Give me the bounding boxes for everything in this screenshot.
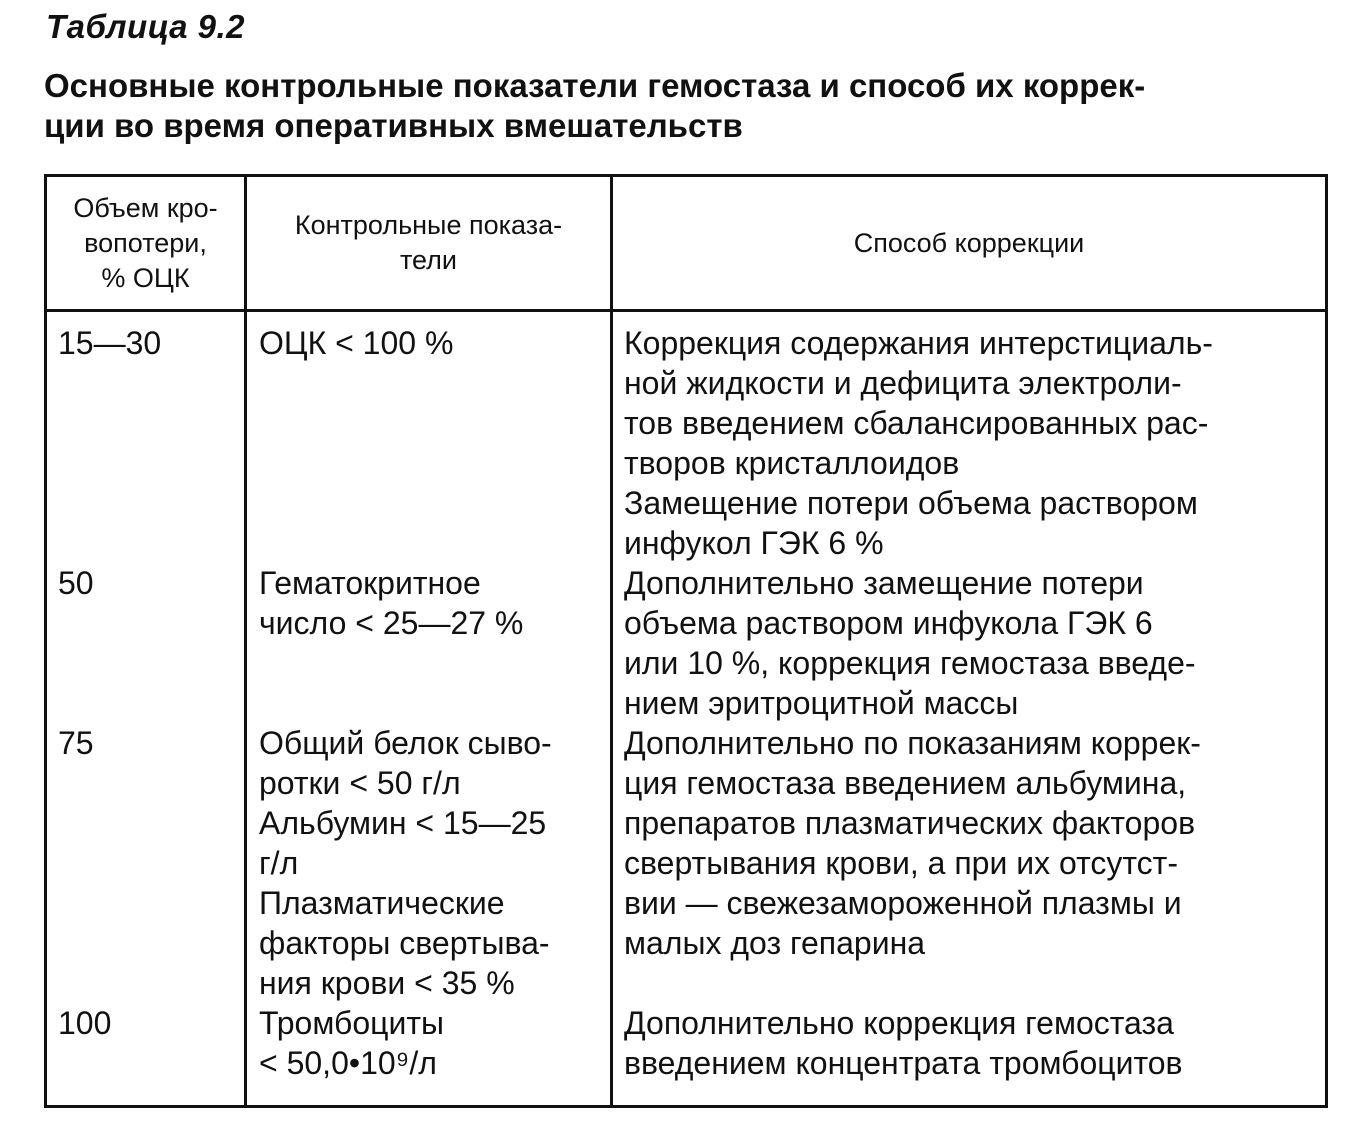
header-text-line: вопотери, [84, 227, 207, 258]
header-text-line: тели [399, 245, 457, 275]
cell-text-line: свертывания крови, а при их отсутст- [624, 845, 1178, 881]
cell-text-line: 50 [58, 565, 94, 601]
cell-text-line: Плазматические [259, 885, 505, 921]
column-divider [244, 177, 247, 1105]
row-3-correction [624, 723, 1201, 963]
header-divider [47, 309, 1325, 312]
header-text-line: Контрольные показа- [294, 210, 563, 240]
cell-text-line: < 50,0•10⁹/л [259, 1045, 437, 1081]
table-number: Таблица 9.2 [46, 8, 245, 45]
cell-text-line: Тромбоциты [259, 1005, 444, 1041]
cell-text-line: число < 25—27 % [259, 605, 524, 641]
cell-text-line: Дополнительно по показаниям коррек- [624, 725, 1201, 761]
row-1-blood-loss [58, 323, 161, 363]
header-text-line: % ОЦК [101, 262, 190, 293]
cell-text-line: Дополнительно коррекция гемостаза [624, 1005, 1174, 1041]
cell-text-line: тов введением сбалансированных рас- [624, 405, 1209, 441]
row-3-indicators [259, 723, 552, 1003]
table-title-line: Основные контрольные показатели гемостаза и способ их коррек- [44, 67, 1146, 104]
table-title-line: ции во время оперативных вмешательств [44, 107, 743, 144]
cell-text-line: факторы свертыва- [259, 925, 550, 961]
hemostasis-table [44, 174, 1328, 1108]
header-text-line: Объем кро- [73, 192, 218, 223]
cell-text-line: Альбумин < 15—25 [259, 805, 547, 841]
cell-text-line: малых доз гепарина [624, 925, 926, 961]
cell-text-line: инфукол ГЭК 6 % [624, 525, 884, 561]
cell-text-line: творов кристаллоидов [624, 445, 960, 481]
row-2-correction [624, 563, 1196, 723]
header-indicators [247, 177, 610, 309]
cell-text-line: Общий белок сыво- [259, 725, 552, 761]
row-4-indicators [259, 1003, 444, 1083]
cell-text-line: Замещение потери объема раствором [624, 485, 1198, 521]
cell-text-line: или 10 %, коррекция гемостаза введе- [624, 645, 1196, 681]
cell-text-line: препаратов плазматических факторов [624, 805, 1196, 841]
table-title [44, 66, 1334, 146]
header-text-line: Способ коррекции [853, 227, 1085, 258]
header-blood-loss [47, 177, 244, 309]
row-1-indicators [259, 323, 453, 363]
row-4-correction [624, 1003, 1183, 1083]
cell-text-line: г/л [259, 845, 299, 881]
cell-text-line: Коррекция содержания интерстициаль- [624, 325, 1213, 361]
row-2-indicators [259, 563, 523, 643]
cell-text-line: 100 [58, 1005, 112, 1041]
column-divider [610, 177, 613, 1105]
cell-text-line: ция гемостаза введением альбумина, [624, 765, 1187, 801]
row-3-blood-loss [58, 723, 94, 763]
cell-text-line: вии — свежезамороженной плазмы и [624, 885, 1182, 921]
row-1-correction [624, 323, 1213, 563]
row-2-blood-loss [58, 563, 94, 603]
cell-text-line: нием эритроцитной массы [624, 685, 1019, 721]
header-correction [613, 177, 1325, 309]
row-4-blood-loss [58, 1003, 111, 1043]
cell-text-line: 15—30 [58, 325, 162, 361]
cell-text-line: ния крови < 35 % [259, 965, 515, 1001]
cell-text-line: Дополнительно замещение потери [624, 565, 1144, 601]
cell-text-line: введением концентрата тромбоцитов [624, 1045, 1183, 1081]
cell-text-line: ротки < 50 г/л [259, 765, 461, 801]
cell-text-line: объема раствором инфукола ГЭК 6 [624, 605, 1153, 641]
cell-text-line: Гематокритное [259, 565, 481, 601]
cell-text-line: ной жидкости и дефицита электроли- [624, 365, 1182, 401]
cell-text-line: ОЦК < 100 % [259, 325, 454, 361]
cell-text-line: 75 [58, 725, 94, 761]
